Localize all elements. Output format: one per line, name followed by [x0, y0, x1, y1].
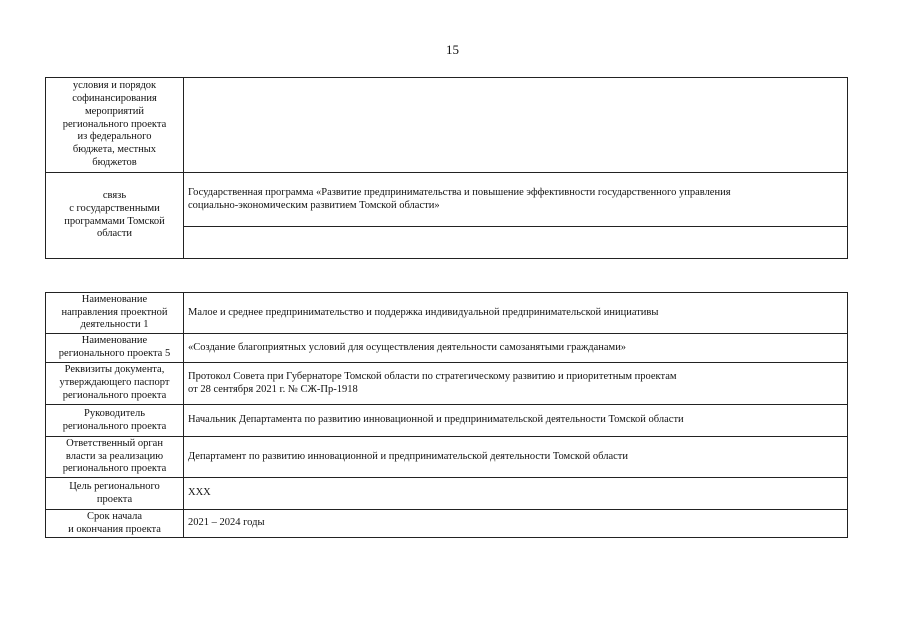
- row-value-project-name: «Создание благоприятных условий для осуществления деятельности самозанятыми гражданами»: [184, 334, 848, 363]
- row-label-project-goal: Цель регионального проекта: [46, 478, 184, 510]
- row-value-project-head: Начальник Департамента по развитию инновационной и предпринимательской деятельности Томской области: [184, 405, 848, 437]
- row-value-project-goal: XXX: [184, 478, 848, 510]
- table-row: [46, 293, 848, 334]
- row-value-state-programs: Государственная программа «Развитие предпринимательства и повышение эффективности государственного управления социально-экономическим развитием Томской области»: [184, 173, 848, 227]
- row-label-cofinancing: условия и порядок софинансирования мероприятий регионального проекта из федерального бюджета, местных бюджетов: [46, 78, 184, 173]
- row-label-state-programs: связь с государственными программами Томской области: [46, 173, 184, 259]
- row-value-direction: Малое и среднее предпринимательство и поддержка индивидуальной предпринимательской инициативы: [184, 293, 848, 334]
- table-row: [46, 78, 848, 173]
- table-row: [46, 334, 848, 363]
- table-row: [46, 510, 848, 538]
- table-row: [46, 363, 848, 405]
- row-value-project-timeline: 2021 – 2024 годы: [184, 510, 848, 538]
- row-label-project-timeline: Срок начала и окончания проекта: [46, 510, 184, 538]
- row-label-project-name: Наименование регионального проекта 5: [46, 334, 184, 363]
- row-value-responsible-body: Департамент по развитию инновационной и предпринимательской деятельности Томской области: [184, 437, 848, 478]
- row-label-responsible-body: Ответственный орган власти за реализацию регионального проекта: [46, 437, 184, 478]
- row-value-document-details: Протокол Совета при Губернаторе Томской области по стратегическому развитию и приоритетным проектам от 28 сентября 2021 г. № СЖ-Пр-1918: [184, 363, 848, 405]
- row-label-direction: Наименование направления проектной деятельности 1: [46, 293, 184, 334]
- table-row: [46, 437, 848, 478]
- table-row: [46, 478, 848, 510]
- row-value-cofinancing: [184, 78, 848, 173]
- regional-project-passport-table: [45, 292, 848, 538]
- page-number: 15: [446, 42, 459, 57]
- row-value-state-programs-extra: [184, 227, 848, 259]
- row-label-project-head: Руководитель регионального проекта: [46, 405, 184, 437]
- table-row: [46, 173, 848, 227]
- regional-project-table-continued: [45, 77, 848, 259]
- row-label-document-details: Реквизиты документа, утверждающего паспорт регионального проекта: [46, 363, 184, 405]
- table-row: [46, 405, 848, 437]
